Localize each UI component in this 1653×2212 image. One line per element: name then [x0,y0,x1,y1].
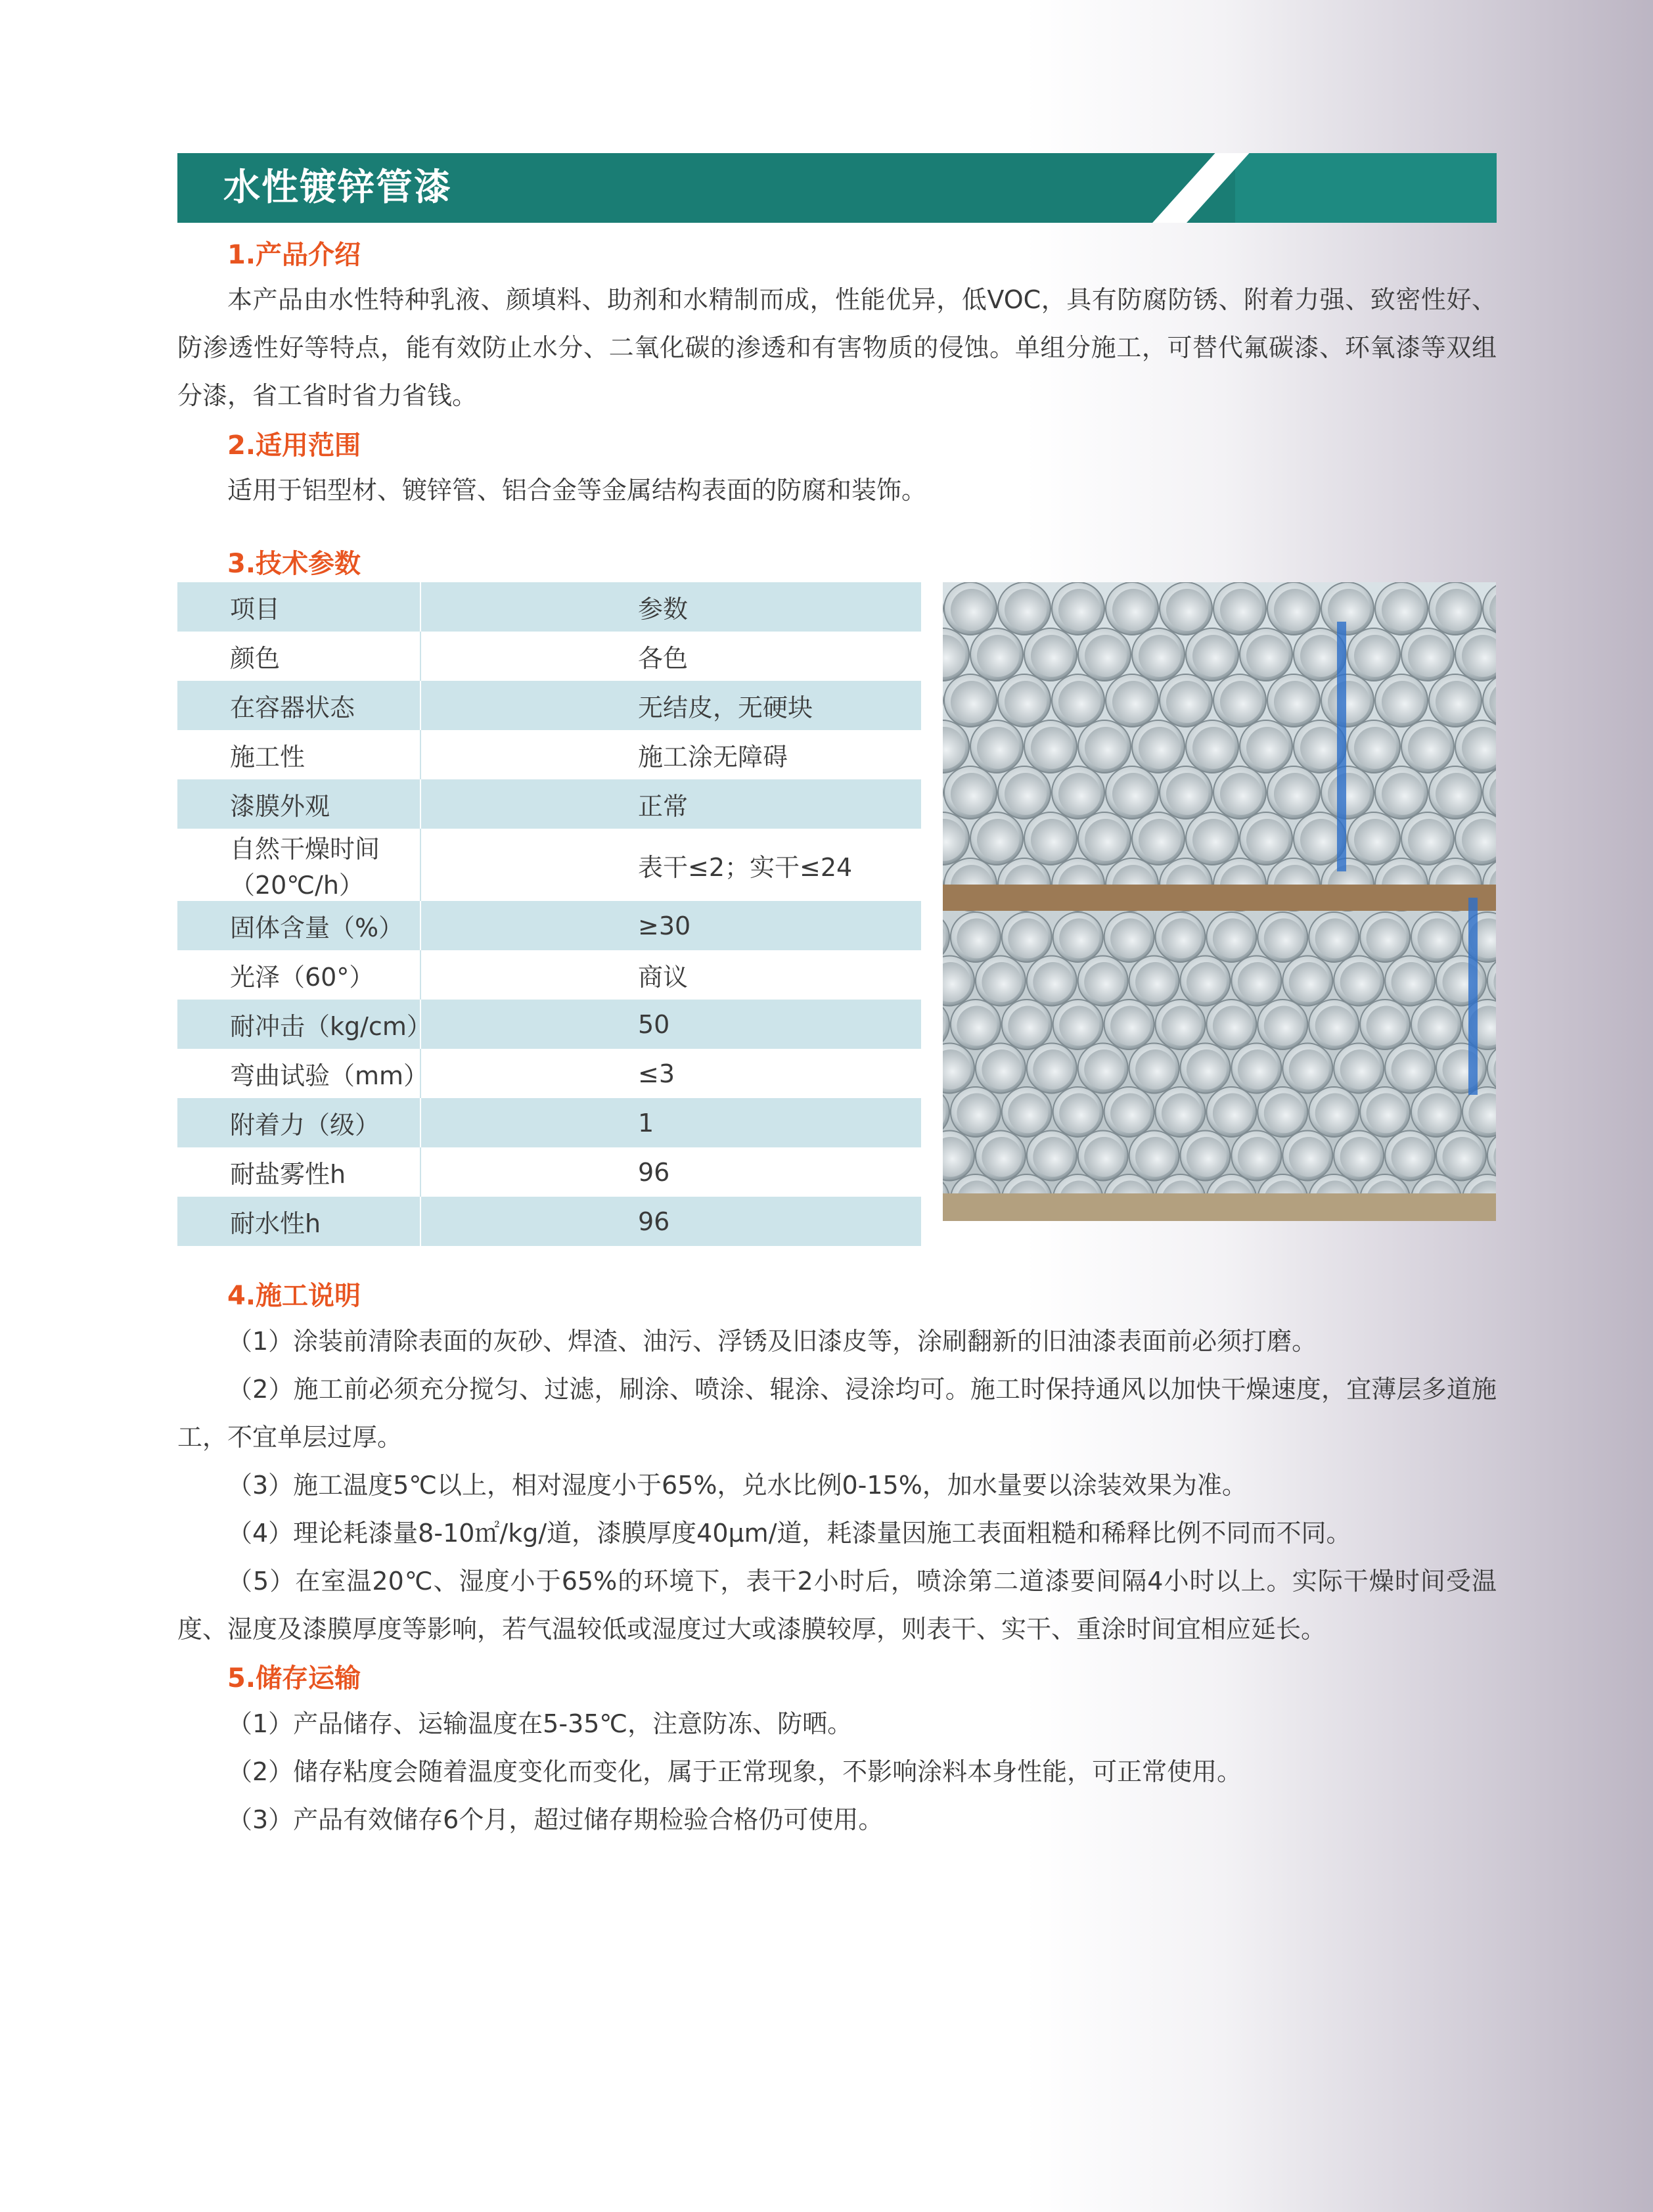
table-row [177,730,921,779]
spec-item: 耐盐雾性h [177,1147,420,1197]
spec-value: 表干≤2；实干≤24 [420,829,921,901]
spec-item: 颜色 [177,632,420,681]
table-row [177,1000,921,1049]
spec-item: 漆膜外观 [177,779,420,829]
spec-item: 附着力（级） [177,1098,420,1147]
list-item: （5）在室温20℃、湿度小于65%的环境下，表干2小时后，喷涂第二道漆要间隔4小时以上。实际干燥时间受温度、湿度及漆膜厚度等影响，若气温较低或湿度过大或漆膜较厚，则表干、实干、重涂时间宜相应延长。 [177,1567,1497,1644]
list-item: （2）储存粘度会随着温度变化而变化，属于正常现象，不影响涂料本身性能，可正常使用。 [227,1757,1242,1786]
spec-value: ≥30 [420,901,921,950]
spec-value: 50 [420,1000,921,1049]
table-row [177,582,921,632]
list-item: （4）理论耗漆量8-10㎡/kg/道，漆膜厚度40μm/道，耗漆量因施工表面粗糙和稀释比例不同而不同。 [227,1519,1351,1548]
section-heading-application: 4.施工说明 [227,1281,361,1311]
section-heading-storage: 5.储存运输 [227,1663,361,1694]
section-heading-intro: 1.产品介绍 [227,240,361,270]
list-item: （1）涂装前清除表面的灰砂、焊渣、油污、浮锈及旧漆皮等，涂刷翻新的旧油漆表面前必须打磨。 [227,1327,1317,1356]
table-row [177,681,921,730]
spec-value: 施工涂无障碍 [420,730,921,779]
page-title: 水性镀锌管漆 [223,166,452,209]
table-row [177,779,921,829]
section-heading-scope: 2.适用范围 [227,430,361,461]
scope-paragraph: 适用于铝型材、镀锌管、铝合金等金属结构表面的防腐和装饰。 [227,476,927,505]
spec-value: ≤3 [420,1049,921,1098]
spec-item: 耐水性h [177,1197,420,1246]
table-row [177,1197,921,1246]
list-item: （3）施工温度5℃以上，相对湿度小于65%，兑水比例0-15%，加水量要以涂装效果为准。 [227,1471,1247,1500]
section-heading-specs: 3.技术参数 [227,549,361,579]
spec-value: 各色 [420,632,921,681]
column-header-value: 参数 [420,582,921,632]
table-row [177,950,921,1000]
table-row [177,829,921,901]
column-header-item: 项目 [177,582,420,632]
galvanized-pipes-photo [943,582,1496,1221]
spec-table [177,582,921,1246]
spec-item: 固体含量（%） [177,901,420,950]
spec-item: 自然干燥时间（20℃/h） [177,829,420,901]
table-row [177,1049,921,1098]
spec-value: 96 [420,1197,921,1246]
table-row [177,1147,921,1197]
spec-value: 1 [420,1098,921,1147]
spec-item: 弯曲试验（mm） [177,1049,420,1098]
spec-item: 在容器状态 [177,681,420,730]
spec-item: 光泽（60°） [177,950,420,1000]
table-row [177,1098,921,1147]
list-item: （1）产品储存、运输温度在5-35℃，注意防冻、防晒。 [227,1709,853,1738]
banner-accent [1235,153,1497,223]
spec-value: 商议 [420,950,921,1000]
spec-item: 施工性 [177,730,420,779]
table-row [177,901,921,950]
spec-item: 耐冲击（kg/cm） [177,1000,420,1049]
spec-value: 无结皮，无硬块 [420,681,921,730]
spec-value: 正常 [420,779,921,829]
table-row [177,632,921,681]
spec-value: 96 [420,1147,921,1197]
list-item: （2）施工前必须充分搅匀、过滤，刷涂、喷涂、辊涂、浸涂均可。施工时保持通风以加快干燥速度，宜薄层多道施工，不宜单层过厚。 [177,1375,1497,1452]
title-banner [177,153,1497,223]
intro-paragraph: 本产品由水性特种乳液、颜填料、助剂和水精制而成，性能优异，低VOC，具有防腐防锈、附着力强、致密性好、防渗透性好等特点，能有效防止水分、二氧化碳的渗透和有害物质的侵蚀。单组分施工，可替代氟碳漆、环氧漆等双组分漆，省工省时省力省钱。 [177,285,1497,410]
list-item: （3）产品有效储存6个月，超过储存期检验合格仍可使用。 [227,1805,884,1834]
